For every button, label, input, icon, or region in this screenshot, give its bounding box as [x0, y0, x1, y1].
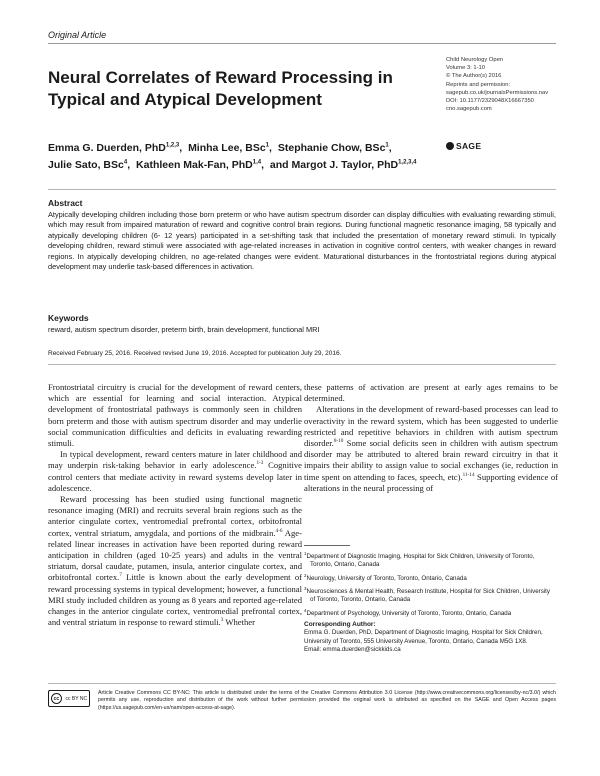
citation[interactable]: 1-3 — [256, 460, 264, 467]
author: Emma G. Duerden, PhD$^{1,2,3}$, — [48, 141, 183, 154]
paragraph: In typical development, reward centers mature in later childhood and may underpin risk-taking behavior in early adolescence.$^{1-3}$ Cognitive control centers that mediate activity in reward systems develop later in adolescence. — [48, 449, 302, 493]
citation[interactable]: 4-6 — [275, 527, 283, 534]
correspondence-address: Emma G. Duerden, PhD, Department of Diagnostic Imaging, Hospital for Sick Children, University of Toronto, 555 University Avenue, Toronto, Ontario, Canada M5G 1X8. — [304, 629, 543, 645]
abstract-heading: Abstract — [48, 198, 83, 208]
body-rule — [48, 364, 556, 365]
affiliation-footnote: $^1$Department of Diagnostic Imaging, Hospital for Sick Children, University of Toronto, Toronto, Ontario, Canada — [304, 551, 535, 569]
journal-meta — [446, 56, 566, 113]
cc-badge-text: cc BY NC — [65, 695, 88, 702]
citation[interactable]: 11-14 — [462, 471, 475, 478]
affiliation-footnote: $^3$Neurosciences & Mental Health, Research Institute, Hospital for Sick Children, University of Toronto, Toronto, Ontario, Canada — [304, 586, 550, 604]
cc-icon: cc — [51, 693, 62, 704]
citation[interactable]: 3 — [220, 617, 224, 624]
license-block — [48, 683, 556, 712]
journal-volume: Volume 3: 1-10 — [446, 65, 485, 72]
abstract-rule — [48, 189, 556, 190]
paragraph: Alterations in the development of reward-based processes can lead to overactivity in the reward system, which has been suggested to underlie restricted and repetitive behaviors in children with autism spectrum disorder.$^{8-10}$ Some social deficits seen in children with autism spectrum disorder may be attributed to altered brain reward circuitry in that it impairs their ability to assign value to social exchanges (ie, reduction in time spent on attending to faces, speech, etc).$^{11-14}$ Supporting evidence of alterations in the neural processing of — [304, 404, 558, 493]
license-text: Article Creative Commons CC BY-NC: This article is distributed under the terms of the Creative Commons Attribution 3.0 License (http://www.creativecommons.org/licenses/by-nc/3.0/) which permits any use, reproduction and distribution of the work without further permission provided the original work is attributed as specified on the SAGE and Open Access pages (https://us.sagepub.com/en-us/nam/open-access-at-sage). — [98, 690, 556, 711]
article-title: Neural Correlates of Reward Processing in Typical and Atypical Development — [48, 68, 393, 109]
author: and Margot J. Taylor, PhD$^{1,2,3,4}$ — [269, 159, 417, 171]
author-list — [48, 138, 468, 173]
author: Kathleen Mak-Fan, PhD$^{1,4}$, — [136, 159, 264, 171]
author: Julie Sato, BSc$^4$, — [48, 159, 131, 171]
author: Stephanie Chow, BSc$^1$, — [277, 141, 392, 154]
paragraph: Reward processing has been studied using functional magnetic resonance imaging (MRI) and recruits several brain regions such as the anterior cingulate cortex, ventromedial prefrontal cortex, orbitofrontal cortex, ventral striatum, amygdala, and portions of the midbrain.$^{4-6}$ Age-related linear increases in activation have been reported during reward anticipation in children (aged 10-25 years) and adults in the ventral striatum, dorsal caudate, putamen, insula, anterior cingulate cortex, and orbitofrontal cortex.$^7$ Little is known about the early development of reward processing systems in typical development; however, a functional MRI study included children as young as 8 years and reported age-related changes in the anterior cingulate cortex, ventromedial prefrontal cortex, and ventral striatum in response to reward stimuli.$^3$ Whether — [48, 494, 302, 628]
article-history: Received February 25, 2016. Received revised June 19, 2016. Accepted for publication July 29, 2016. — [48, 350, 342, 357]
affiliation-footnote: $^4$Department of Psychology, University of Toronto, Toronto, Ontario, Canada — [304, 607, 512, 617]
abstract-text: Atypically developing children including those born preterm or who have autism spectrum disorder can display difficulties with evaluating rewarding stimuli, which may result from impaired maturation of reward and cognitive control brain regions. During functional magnetic resonance imaging, 58 typically and atypically developing children (6- 12 years) participated in a set-shifting task that included the presentation of monetary reward stimuli. In typically developing children, reward stimuli were associated with age-related increases in activation in cognitive control centers, with weaker changes in reward regions. In atypically developing children, no age-related changes were evident. Maturational disturbances in the frontostriatal regions during atypical development may underlie task-based differences in activation. — [48, 210, 556, 272]
doi[interactable]: DOI: 10.1177/2329048X16667350 — [446, 98, 534, 105]
affiliation-footnote: $^2$Neurology, University of Toronto, Toronto, Ontario, Canada — [304, 572, 467, 582]
journal-url[interactable]: cno.sagepub.com — [446, 106, 492, 113]
paragraph: Frontostriatal circuitry is crucial for the development of reward centers, which are essential for learning and social interaction. Atypical development of frontostriatal pathways is commonly seen in children born preterm and those with autism spectrum disorder and may underlie social communication difficulties and deficits in evaluating rewarding stimuli. — [48, 382, 302, 449]
sage-logo-text: SAGE — [456, 141, 482, 151]
correspondence-heading: Corresponding Author: — [304, 621, 376, 629]
correspondence-email[interactable]: Email: emma.duerden@sickkids.ca — [304, 645, 401, 653]
copyright: © The Author(s) 2016 — [446, 73, 502, 80]
cc-license-badge[interactable] — [48, 690, 90, 707]
citation[interactable]: 7 — [119, 572, 122, 579]
journal-name: Child Neurology Open — [446, 57, 504, 63]
body-column-left — [48, 382, 302, 628]
author: Minha Lee, BSc$^1$, — [188, 141, 272, 154]
keywords-heading: Keywords — [48, 313, 89, 323]
reprints-label: Reprints and permission: — [446, 81, 511, 88]
paragraph: these patterns of activation are present at early ages remains to be determined. — [304, 382, 558, 404]
keywords-text: reward, autism spectrum disorder, preterm birth, brain development, functional MRI — [48, 325, 320, 334]
section-label: Original Article — [48, 30, 107, 40]
body-column-right — [304, 382, 558, 494]
citation[interactable]: 8-10 — [333, 438, 344, 445]
header-rule — [48, 43, 556, 44]
footnote-rule — [304, 545, 350, 546]
permissions-link[interactable]: sagepub.co.uk/journalsPermissions.nav — [446, 89, 549, 96]
footnotes — [304, 545, 556, 654]
